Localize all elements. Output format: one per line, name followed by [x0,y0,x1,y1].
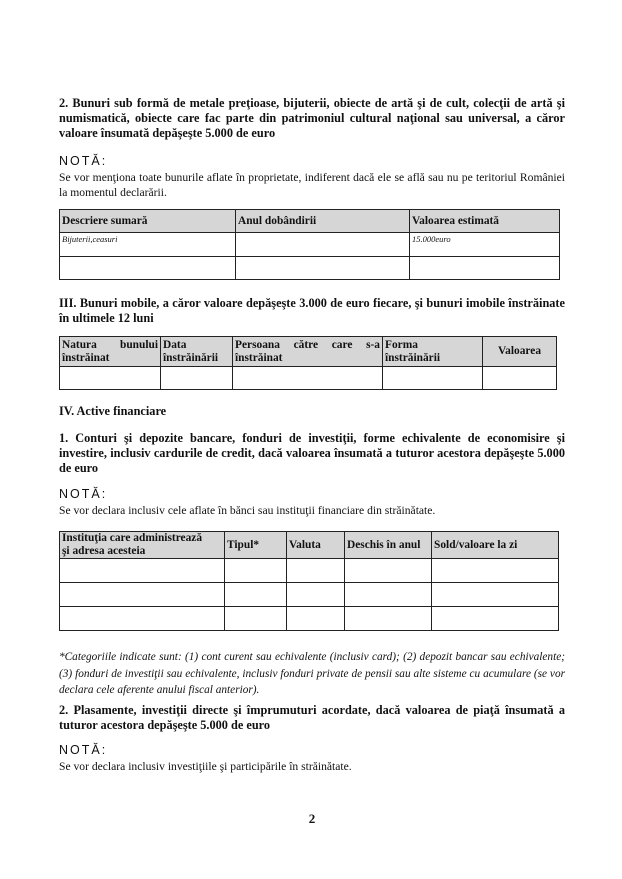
col-header-opened-year: Deschis în anul [345,532,432,559]
table-cell [432,583,559,607]
table-header-row [60,532,559,559]
table-row [60,257,560,280]
nota-text: Se vor menţiona toate bunurile aflate în proprietate, indiferent dacă ele se află sau nu pe teritoriul României la momentul declarării. [59,171,565,199]
nota-text: Se vor declara inclusiv investiţiile şi participările în străinătate. [59,760,352,773]
col-header-value: Valoarea [483,337,557,367]
table-cell [345,559,432,583]
table-cell [287,559,345,583]
nota-label: NOTĂ: [59,154,108,168]
cell-description [60,257,236,280]
section-4-title: IV. Active financiare [59,404,167,418]
col-header-currency: Valuta [287,532,345,559]
table-row [60,233,560,257]
table-cell [225,559,287,583]
table-row [60,367,557,390]
col-header-date: Data înstrăinării [161,337,233,367]
alienated-assets-table [59,336,557,390]
valuables-table [59,209,560,280]
col-header-person: Persoana către care s-a înstrăinat [233,337,383,367]
col-header-asset-nature: Natura bunului înstrăinat [60,337,161,367]
col-header-year: Anul dobândirii [236,210,410,233]
table-cell [225,583,287,607]
cell-description: Bijuterii,ceasuri [60,233,236,257]
cell-year [236,233,410,257]
page-number: 2 [308,811,316,826]
table-cell [233,367,383,390]
section-4-2-title: 2. Plasamente, investiţii directe şi împrumuturi acordate, dacă valoarea de piaţă însumată a tuturor acestora depăşeşte 5.000 de euro [59,703,565,732]
cell-year [236,257,410,280]
table-cell [225,607,287,631]
table-cell [432,607,559,631]
table-cell [287,607,345,631]
col-header-form: Forma înstrăinării [383,337,483,367]
section-2-title: 2. Bunuri sub formă de metale preţioase, bijuterii, obiecte de artă şi de cult, colecţii de artă şi numismatică, obiecte care fac parte din patrimoniul cultural naţional sau universal, a căror valoare însumată depăşeşte 5.000 de euro [59,96,565,140]
table-cell [345,583,432,607]
section-3-title: III. Bunuri mobile, a căror valoare depăşeşte 3.000 de euro fiecare, şi bunuri imobile înstrăinate în ultimele 12 luni [59,296,565,325]
table-cell [345,607,432,631]
table-cell [60,559,225,583]
cell-value [410,257,560,280]
nota-text: Se vor declara inclusiv cele aflate în bănci sau instituţii financiare din străinătate. [59,504,436,517]
cell-value: 15.000euro [410,233,560,257]
table-row [60,559,559,583]
bank-accounts-table [59,531,559,631]
col-header-type: Tipul* [225,532,287,559]
table-cell [161,367,233,390]
nota-label: NOTĂ: [59,743,108,757]
section-4-1-title: 1. Conturi şi depozite bancare, fonduri de investiţii, forme echivalente de economisire şi investire, inclusiv cardurile de credit, dacă valoarea însumată a tuturor acestora depăşeşte 5.000 de euro [59,431,565,475]
table-cell [383,367,483,390]
table-cell [287,583,345,607]
table-cell [60,583,225,607]
table-cell [432,559,559,583]
table-cell [60,367,161,390]
col-header-institution: Instituţia care administrează şi adresa acesteia [60,532,225,559]
col-header-description: Descriere sumară [60,210,236,233]
table-cell [483,367,557,390]
table-row [60,607,559,631]
categories-footnote: *Categoriile indicate sunt: (1) cont curent sau echivalente (inclusiv card); (2) depozit bancar sau echivalente; (3) fonduri de investiţii sau echivalente, inclusiv fonduri private de pensii sau alte sisteme cu acumulare (se vor declara cele aferente anului fiscal anterior). [59,651,565,696]
table-header-row [60,210,560,233]
table-header-row [60,337,557,367]
nota-label: NOTĂ: [59,487,108,501]
col-header-balance: Sold/valoare la zi [432,532,559,559]
col-header-value: Valoarea estimată [410,210,560,233]
table-row [60,583,559,607]
table-cell [60,607,225,631]
